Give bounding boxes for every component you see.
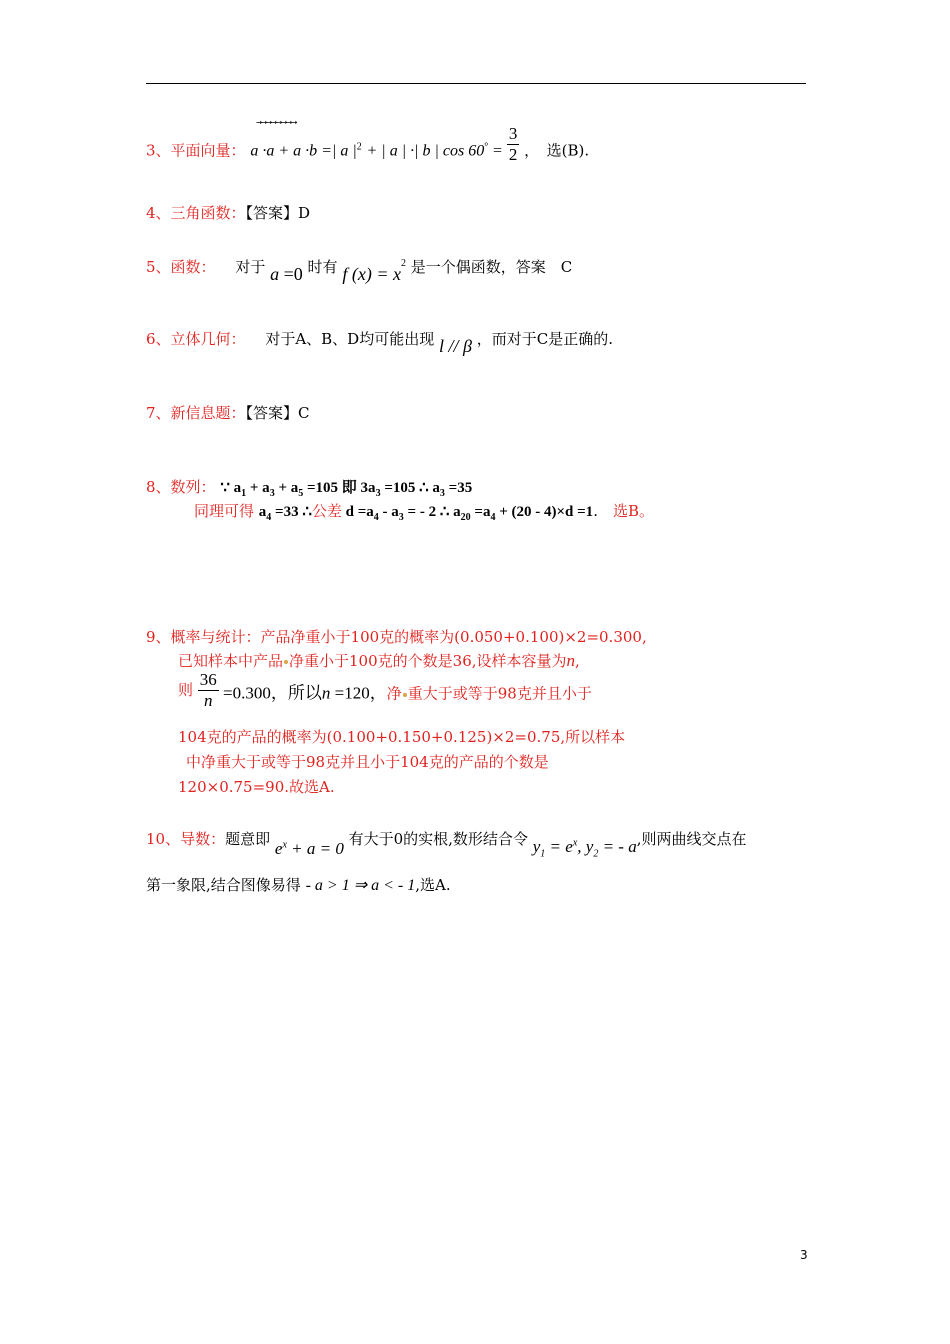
item-9-line5: 中净重大于或等于98克并且小于104克的产品的个数是 [186, 753, 549, 771]
item-3-label: 3、平面向量： [146, 141, 246, 160]
item-10: 10、导数：题意即 $e^x + a = 0$ 有大于0的实根,数形结合令 $y_1 = e^x$, $y_2$ = - a,则两曲线交点在 [146, 830, 747, 860]
item-6-label: 6、立体几何： [146, 330, 246, 348]
item-6-math: l // β [439, 336, 472, 356]
item-3: 3、平面向量： a ·a + a ·b =| a $|^2$ + | a | ·| b | cos 60° = $\frac{3}{2}$ ， 选(B). [146, 124, 590, 164]
vector-arrows: →→→→→→→→ [256, 117, 297, 128]
item-4-label: 4、三角函数： [146, 204, 246, 222]
item-8-line1: ∵ $a_1 + a_3 + a_5 =105$ 即 $3a_3 =105$ ∴ $a_3 =35$ [220, 480, 473, 499]
item-9-line2: 已知样本中产品 净重小于100克的个数是36,设样本容量为n, [178, 651, 580, 670]
item-8-label: 8、数列： [146, 478, 216, 496]
item-9-line6: 120×0.75=90.故选A. [178, 778, 335, 796]
item-7 [146, 402, 310, 423]
item-10-line2: 第一象限,结合图像易得 - a > 1 ⇒ a < - 1,选A. [146, 876, 451, 894]
header-rule [146, 83, 806, 84]
item-9-line3: 则 $\frac{36}{n}$ =0.300，所以n =120，净 重大于或等于98克并且小于 [178, 670, 592, 710]
item-3-fraction: $\frac{3}{2}$ [508, 124, 518, 164]
marker-dot [284, 660, 288, 664]
item-3-formula-a: a ·a + a ·b =| a | [250, 142, 357, 160]
item-4-answer: 【答案】D [245, 204, 311, 222]
item-10-label: 10、导数： [146, 830, 226, 848]
item-6: 6、立体几何： 对于A、B、D均可能出现 l // β ，而对于C是正确的. [146, 330, 613, 356]
item-5-label: 5、函数： [146, 258, 216, 276]
item-9-fraction: $\frac{36}{n}$ [199, 670, 217, 710]
item-3-formula-b: + | a | ·| b | cos 60 [366, 142, 485, 160]
page-number: 3 [800, 1248, 808, 1262]
item-4 [146, 202, 310, 223]
item-5: 5、函数： 对于 a =0 时有 f $(x) = x^2$ 是一个偶函数，答案 C [146, 258, 573, 284]
item-8-second-line: 同理可得 $a_4 =33$ ∴公差 $d =a_4 - a_3$ = - 2 ∴ $a_{20} =a_4 + (20 - 4)\times d =1$. 选B。 [194, 502, 654, 523]
item-7-label: 7、新信息题： [146, 404, 246, 422]
item-3-tail: ， 选(B). [524, 141, 590, 160]
item-8 [146, 476, 472, 497]
item-9-line4: 104克的产品的概率为(0.100+0.150+0.125)×2=0.75,所以样本 [178, 728, 626, 746]
item-7-answer: 【答案】C [245, 404, 310, 422]
item-9-label: 9、概率与统计： [146, 628, 261, 646]
item-9: 9、概率与统计：产品净重小于100克的概率为(0.050+0.100)×2=0.300, [146, 628, 647, 646]
